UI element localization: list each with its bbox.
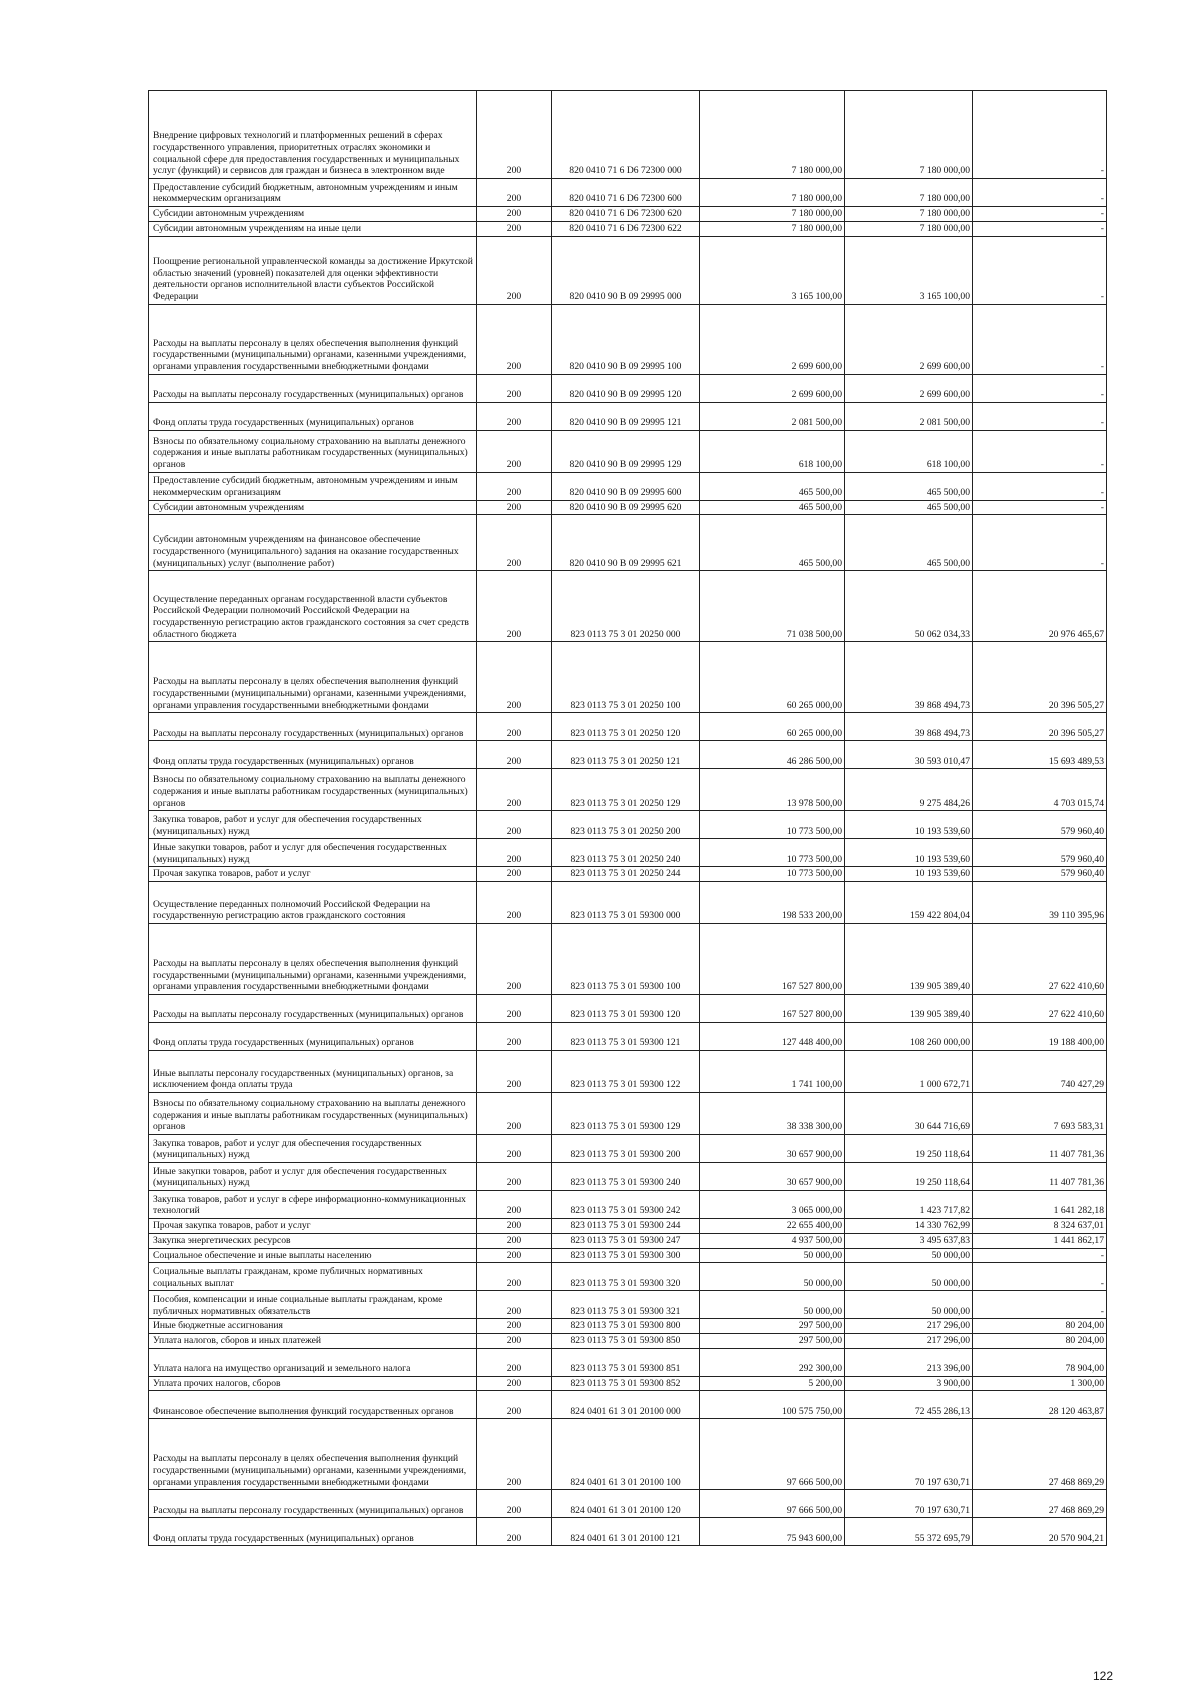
line-code-cell: 200 [477, 1518, 552, 1546]
expense-name-cell: Предоставление субсидий бюджетным, автономным учреждениям и иным некоммерческим организациям [149, 472, 477, 500]
unexecuted-amount-cell: 11 407 781,36 [973, 1163, 1107, 1191]
line-code-cell: 200 [477, 472, 552, 500]
table-row [149, 995, 1107, 1023]
budget-classification-cell: 823 0113 75 3 01 59300 121 [552, 1023, 700, 1051]
unexecuted-amount-cell: 39 110 395,96 [973, 882, 1107, 924]
approved-amount-cell: 7 180 000,00 [700, 221, 845, 236]
unexecuted-amount-cell: 1 441 862,17 [973, 1233, 1107, 1248]
expense-name-cell: Субсидии автономным учреждениям на финансовое обеспечение государственного (муниципального) задания на оказание государственных (муниципальных) услуг (выполнение работ) [149, 515, 477, 571]
executed-amount-cell: 14 330 762,99 [845, 1219, 973, 1234]
budget-classification-cell: 823 0113 75 3 01 20250 200 [552, 811, 700, 839]
unexecuted-amount-cell: - [973, 221, 1107, 236]
expense-name-cell: Прочая закупка товаров, работ и услуг [149, 1219, 477, 1234]
executed-amount-cell: 465 500,00 [845, 500, 973, 515]
budget-classification-cell: 823 0113 75 3 01 59300 240 [552, 1163, 700, 1191]
unexecuted-amount-cell: 20 570 904,21 [973, 1518, 1107, 1546]
unexecuted-amount-cell: - [973, 207, 1107, 222]
budget-classification-cell: 823 0113 75 3 01 59300 851 [552, 1348, 700, 1376]
budget-classification-cell: 823 0113 75 3 01 59300 300 [552, 1248, 700, 1263]
table-row [149, 179, 1107, 207]
line-code-cell: 200 [477, 1319, 552, 1334]
unexecuted-amount-cell: 78 904,00 [973, 1348, 1107, 1376]
table-row [149, 1348, 1107, 1376]
unexecuted-amount-cell: 27 468 869,29 [973, 1419, 1107, 1490]
executed-amount-cell: 3 900,00 [845, 1376, 973, 1391]
approved-amount-cell: 3 165 100,00 [700, 236, 845, 304]
table-row [149, 1391, 1107, 1419]
line-code-cell: 200 [477, 1191, 552, 1219]
budget-classification-cell: 824 0401 61 3 01 20100 000 [552, 1391, 700, 1419]
approved-amount-cell: 2 699 600,00 [700, 374, 845, 402]
expense-name-cell: Осуществление переданных полномочий Российской Федерации на государственную регистрацию актов гражданского состояния [149, 882, 477, 924]
unexecuted-amount-cell: 1 300,00 [973, 1376, 1107, 1391]
budget-classification-cell: 820 0410 90 B 09 29995 120 [552, 374, 700, 402]
approved-amount-cell: 7 180 000,00 [700, 179, 845, 207]
table-row [149, 642, 1107, 713]
approved-amount-cell: 292 300,00 [700, 1348, 845, 1376]
unexecuted-amount-cell: - [973, 179, 1107, 207]
line-code-cell: 200 [477, 1263, 552, 1291]
executed-amount-cell: 159 422 804,04 [845, 882, 973, 924]
executed-amount-cell: 30 644 716,69 [845, 1093, 973, 1135]
executed-amount-cell: 70 197 630,71 [845, 1419, 973, 1490]
line-code-cell: 200 [477, 207, 552, 222]
approved-amount-cell: 50 000,00 [700, 1291, 845, 1319]
expense-name-cell: Взносы по обязательному социальному страхованию на выплаты денежного содержания и иные выплаты работникам государственных (муниципальных) органов [149, 1093, 477, 1135]
executed-amount-cell: 7 180 000,00 [845, 207, 973, 222]
unexecuted-amount-cell: 27 622 410,60 [973, 995, 1107, 1023]
expense-name-cell: Субсидии автономным учреждениям на иные цели [149, 221, 477, 236]
expense-name-cell: Закупка товаров, работ и услуг для обеспечения государственных (муниципальных) нужд [149, 1135, 477, 1163]
executed-amount-cell: 72 455 286,13 [845, 1391, 973, 1419]
unexecuted-amount-cell: 579 960,40 [973, 867, 1107, 882]
table-row [149, 1376, 1107, 1391]
table-row [149, 1135, 1107, 1163]
line-code-cell: 200 [477, 1376, 552, 1391]
line-code-cell: 200 [477, 304, 552, 374]
unexecuted-amount-cell: 19 188 400,00 [973, 1023, 1107, 1051]
line-code-cell: 200 [477, 1391, 552, 1419]
approved-amount-cell: 465 500,00 [700, 472, 845, 500]
budget-classification-cell: 823 0113 75 3 01 59300 852 [552, 1376, 700, 1391]
expense-name-cell: Расходы на выплаты персоналу в целях обеспечения выполнения функций государственными (муниципальными) органами, казенными учреждениями, органами управления государственными внебюджетными фондами [149, 1419, 477, 1490]
table-row [149, 741, 1107, 769]
budget-classification-cell: 823 0113 75 3 01 20250 100 [552, 642, 700, 713]
budget-classification-cell: 823 0113 75 3 01 20250 244 [552, 867, 700, 882]
executed-amount-cell: 465 500,00 [845, 515, 973, 571]
budget-classification-cell: 823 0113 75 3 01 59300 800 [552, 1319, 700, 1334]
page-number: 122 [1093, 1669, 1114, 1683]
line-code-cell: 200 [477, 221, 552, 236]
expense-name-cell: Взносы по обязательному социальному страхованию на выплаты денежного содержания и иные выплаты работникам государственных (муниципальных) органов [149, 430, 477, 472]
executed-amount-cell: 39 868 494,73 [845, 642, 973, 713]
budget-classification-cell: 823 0113 75 3 01 59300 321 [552, 1291, 700, 1319]
table-row [149, 571, 1107, 642]
approved-amount-cell: 97 666 500,00 [700, 1490, 845, 1518]
budget-classification-cell: 823 0113 75 3 01 59300 129 [552, 1093, 700, 1135]
table-row [149, 1093, 1107, 1135]
unexecuted-amount-cell: 579 960,40 [973, 839, 1107, 867]
approved-amount-cell: 10 773 500,00 [700, 867, 845, 882]
budget-classification-cell: 823 0113 75 3 01 20250 240 [552, 839, 700, 867]
expense-name-cell: Уплата прочих налогов, сборов [149, 1376, 477, 1391]
table-row [149, 1191, 1107, 1219]
expense-name-cell: Взносы по обязательному социальному страхованию на выплаты денежного содержания и иные выплаты работникам государственных (муниципальных) органов [149, 769, 477, 811]
approved-amount-cell: 46 286 500,00 [700, 741, 845, 769]
budget-classification-cell: 823 0113 75 3 01 20250 120 [552, 713, 700, 741]
executed-amount-cell: 139 905 389,40 [845, 995, 973, 1023]
budget-classification-cell: 820 0410 71 6 D6 72300 620 [552, 207, 700, 222]
table-row [149, 1023, 1107, 1051]
unexecuted-amount-cell: 579 960,40 [973, 811, 1107, 839]
budget-classification-cell: 823 0113 75 3 01 59300 247 [552, 1233, 700, 1248]
table-row [149, 882, 1107, 924]
executed-amount-cell: 10 193 539,60 [845, 867, 973, 882]
executed-amount-cell: 9 275 484,26 [845, 769, 973, 811]
table-row [149, 1163, 1107, 1191]
table-row [149, 1319, 1107, 1334]
table-row [149, 1419, 1107, 1490]
expense-name-cell: Субсидии автономным учреждениям [149, 500, 477, 515]
expense-name-cell: Закупка товаров, работ и услуг для обеспечения государственных (муниципальных) нужд [149, 811, 477, 839]
table-row [149, 839, 1107, 867]
line-code-cell: 200 [477, 1419, 552, 1490]
table-row [149, 91, 1107, 179]
unexecuted-amount-cell: 8 324 637,01 [973, 1219, 1107, 1234]
line-code-cell: 200 [477, 1291, 552, 1319]
expense-name-cell: Расходы на выплаты персоналу государственных (муниципальных) органов [149, 1490, 477, 1518]
expense-name-cell: Внедрение цифровых технологий и платформенных решений в сферах государственного управления, приоритетных отраслях экономики и социальной сфере для предоставления государственных и муниципальных услуг (функций) и сервисов для граждан и бизнеса в электронном виде [149, 91, 477, 179]
approved-amount-cell: 3 065 000,00 [700, 1191, 845, 1219]
budget-classification-cell: 823 0113 75 3 01 59300 242 [552, 1191, 700, 1219]
expense-name-cell: Расходы на выплаты персоналу в целях обеспечения выполнения функций государственными (муниципальными) органами, казенными учреждениями, органами управления государственными внебюджетными фондами [149, 642, 477, 713]
executed-amount-cell: 618 100,00 [845, 430, 973, 472]
line-code-cell: 200 [477, 1219, 552, 1234]
unexecuted-amount-cell: - [973, 472, 1107, 500]
executed-amount-cell: 139 905 389,40 [845, 924, 973, 995]
approved-amount-cell: 10 773 500,00 [700, 839, 845, 867]
unexecuted-amount-cell: - [973, 402, 1107, 430]
unexecuted-amount-cell: - [973, 1248, 1107, 1263]
expense-name-cell: Социальные выплаты гражданам, кроме публичных нормативных социальных выплат [149, 1263, 477, 1291]
expense-name-cell: Расходы на выплаты персоналу в целях обеспечения выполнения функций государственными (муниципальными) органами, казенными учреждениями, органами управления государственными внебюджетными фондами [149, 304, 477, 374]
line-code-cell: 200 [477, 430, 552, 472]
approved-amount-cell: 4 937 500,00 [700, 1233, 845, 1248]
table-row [149, 304, 1107, 374]
executed-amount-cell: 1 000 672,71 [845, 1051, 973, 1093]
approved-amount-cell: 13 978 500,00 [700, 769, 845, 811]
budget-classification-cell: 820 0410 90 B 09 29995 621 [552, 515, 700, 571]
line-code-cell: 200 [477, 515, 552, 571]
budget-classification-cell: 820 0410 90 B 09 29995 121 [552, 402, 700, 430]
expense-name-cell: Иные закупки товаров, работ и услуг для обеспечения государственных (муниципальных) нужд [149, 839, 477, 867]
expense-name-cell: Расходы на выплаты персоналу государственных (муниципальных) органов [149, 374, 477, 402]
line-code-cell: 200 [477, 1163, 552, 1191]
expense-name-cell: Социальное обеспечение и иные выплаты населению [149, 1248, 477, 1263]
approved-amount-cell: 167 527 800,00 [700, 924, 845, 995]
table-row [149, 1248, 1107, 1263]
budget-classification-cell: 823 0113 75 3 01 59300 122 [552, 1051, 700, 1093]
line-code-cell: 200 [477, 995, 552, 1023]
line-code-cell: 200 [477, 882, 552, 924]
unexecuted-amount-cell: 11 407 781,36 [973, 1135, 1107, 1163]
budget-classification-cell: 823 0113 75 3 01 20250 000 [552, 571, 700, 642]
line-code-cell: 200 [477, 713, 552, 741]
table-row [149, 1518, 1107, 1546]
approved-amount-cell: 2 081 500,00 [700, 402, 845, 430]
budget-classification-cell: 820 0410 71 6 D6 72300 000 [552, 91, 700, 179]
budget-classification-cell: 823 0113 75 3 01 59300 850 [552, 1333, 700, 1348]
table-row [149, 1333, 1107, 1348]
unexecuted-amount-cell: - [973, 304, 1107, 374]
approved-amount-cell: 7 180 000,00 [700, 207, 845, 222]
budget-table-body [149, 91, 1107, 1546]
budget-classification-cell: 820 0410 90 B 09 29995 600 [552, 472, 700, 500]
budget-table [148, 90, 1107, 1546]
executed-amount-cell: 50 000,00 [845, 1248, 973, 1263]
budget-classification-cell: 823 0113 75 3 01 59300 320 [552, 1263, 700, 1291]
approved-amount-cell: 127 448 400,00 [700, 1023, 845, 1051]
executed-amount-cell: 1 423 717,82 [845, 1191, 973, 1219]
approved-amount-cell: 71 038 500,00 [700, 571, 845, 642]
executed-amount-cell: 39 868 494,73 [845, 713, 973, 741]
budget-classification-cell: 823 0113 75 3 01 20250 121 [552, 741, 700, 769]
approved-amount-cell: 297 500,00 [700, 1333, 845, 1348]
approved-amount-cell: 10 773 500,00 [700, 811, 845, 839]
expense-name-cell: Расходы на выплаты персоналу государственных (муниципальных) органов [149, 995, 477, 1023]
table-row [149, 1219, 1107, 1234]
executed-amount-cell: 3 495 637,83 [845, 1233, 973, 1248]
line-code-cell: 200 [477, 769, 552, 811]
line-code-cell: 200 [477, 1093, 552, 1135]
executed-amount-cell: 465 500,00 [845, 472, 973, 500]
executed-amount-cell: 108 260 000,00 [845, 1023, 973, 1051]
approved-amount-cell: 50 000,00 [700, 1248, 845, 1263]
unexecuted-amount-cell: 7 693 583,31 [973, 1093, 1107, 1135]
approved-amount-cell: 2 699 600,00 [700, 304, 845, 374]
unexecuted-amount-cell: 28 120 463,87 [973, 1391, 1107, 1419]
approved-amount-cell: 297 500,00 [700, 1319, 845, 1334]
executed-amount-cell: 7 180 000,00 [845, 179, 973, 207]
budget-classification-cell: 820 0410 90 B 09 29995 100 [552, 304, 700, 374]
unexecuted-amount-cell: 20 396 505,27 [973, 642, 1107, 713]
expense-name-cell: Фонд оплаты труда государственных (муниципальных) органов [149, 741, 477, 769]
executed-amount-cell: 50 000,00 [845, 1291, 973, 1319]
executed-amount-cell: 19 250 118,64 [845, 1135, 973, 1163]
executed-amount-cell: 2 699 600,00 [845, 374, 973, 402]
executed-amount-cell: 3 165 100,00 [845, 236, 973, 304]
expense-name-cell: Осуществление переданных органам государственной власти субъектов Российской Федерации полномочий Российской Федерации на государственную регистрацию актов гражданского состояния за счет средств областного бюджета [149, 571, 477, 642]
approved-amount-cell: 75 943 600,00 [700, 1518, 845, 1546]
expense-name-cell: Иные закупки товаров, работ и услуг для обеспечения государственных (муниципальных) нужд [149, 1163, 477, 1191]
line-code-cell: 200 [477, 402, 552, 430]
line-code-cell: 200 [477, 1051, 552, 1093]
line-code-cell: 200 [477, 811, 552, 839]
line-code-cell: 200 [477, 1248, 552, 1263]
approved-amount-cell: 50 000,00 [700, 1263, 845, 1291]
line-code-cell: 200 [477, 500, 552, 515]
table-row [149, 1291, 1107, 1319]
approved-amount-cell: 100 575 750,00 [700, 1391, 845, 1419]
line-code-cell: 200 [477, 924, 552, 995]
executed-amount-cell: 70 197 630,71 [845, 1490, 973, 1518]
unexecuted-amount-cell: - [973, 374, 1107, 402]
line-code-cell: 200 [477, 1233, 552, 1248]
table-row [149, 500, 1107, 515]
line-code-cell: 200 [477, 839, 552, 867]
budget-classification-cell: 820 0410 90 B 09 29995 129 [552, 430, 700, 472]
table-row [149, 1233, 1107, 1248]
executed-amount-cell: 7 180 000,00 [845, 91, 973, 179]
executed-amount-cell: 10 193 539,60 [845, 811, 973, 839]
expense-name-cell: Финансовое обеспечение выполнения функций государственных органов [149, 1391, 477, 1419]
table-row [149, 811, 1107, 839]
table-row [149, 713, 1107, 741]
unexecuted-amount-cell: 27 468 869,29 [973, 1490, 1107, 1518]
line-code-cell: 200 [477, 867, 552, 882]
executed-amount-cell: 50 062 034,33 [845, 571, 973, 642]
executed-amount-cell: 2 081 500,00 [845, 402, 973, 430]
line-code-cell: 200 [477, 1490, 552, 1518]
budget-classification-cell: 824 0401 61 3 01 20100 120 [552, 1490, 700, 1518]
table-row [149, 207, 1107, 222]
approved-amount-cell: 167 527 800,00 [700, 995, 845, 1023]
expense-name-cell: Фонд оплаты труда государственных (муниципальных) органов [149, 402, 477, 430]
unexecuted-amount-cell: 740 427,29 [973, 1051, 1107, 1093]
expense-name-cell: Фонд оплаты труда государственных (муниципальных) органов [149, 1023, 477, 1051]
line-code-cell: 200 [477, 179, 552, 207]
budget-classification-cell: 820 0410 90 B 09 29995 620 [552, 500, 700, 515]
executed-amount-cell: 2 699 600,00 [845, 304, 973, 374]
budget-classification-cell: 823 0113 75 3 01 59300 100 [552, 924, 700, 995]
expense-name-cell: Расходы на выплаты персоналу в целях обеспечения выполнения функций государственными (муниципальными) органами, казенными учреждениями, органами управления государственными внебюджетными фондами [149, 924, 477, 995]
line-code-cell: 200 [477, 741, 552, 769]
unexecuted-amount-cell: 1 641 282,18 [973, 1191, 1107, 1219]
approved-amount-cell: 22 655 400,00 [700, 1219, 845, 1234]
executed-amount-cell: 7 180 000,00 [845, 221, 973, 236]
line-code-cell: 200 [477, 642, 552, 713]
table-row [149, 1051, 1107, 1093]
line-code-cell: 200 [477, 236, 552, 304]
unexecuted-amount-cell: - [973, 236, 1107, 304]
table-row [149, 924, 1107, 995]
expense-name-cell: Субсидии автономным учреждениям [149, 207, 477, 222]
expense-name-cell: Предоставление субсидий бюджетным, автономным учреждениям и иным некоммерческим организациям [149, 179, 477, 207]
budget-classification-cell: 820 0410 71 6 D6 72300 600 [552, 179, 700, 207]
table-row [149, 1490, 1107, 1518]
expense-name-cell: Расходы на выплаты персоналу государственных (муниципальных) органов [149, 713, 477, 741]
table-row [149, 221, 1107, 236]
table-row [149, 402, 1107, 430]
line-code-cell: 200 [477, 1333, 552, 1348]
approved-amount-cell: 7 180 000,00 [700, 91, 845, 179]
unexecuted-amount-cell: - [973, 500, 1107, 515]
approved-amount-cell: 30 657 900,00 [700, 1135, 845, 1163]
unexecuted-amount-cell: 4 703 015,74 [973, 769, 1107, 811]
executed-amount-cell: 213 396,00 [845, 1348, 973, 1376]
approved-amount-cell: 198 533 200,00 [700, 882, 845, 924]
table-row [149, 867, 1107, 882]
expense-name-cell: Уплата налога на имущество организаций и земельного налога [149, 1348, 477, 1376]
line-code-cell: 200 [477, 1135, 552, 1163]
budget-classification-cell: 823 0113 75 3 01 59300 200 [552, 1135, 700, 1163]
budget-classification-cell: 823 0113 75 3 01 20250 129 [552, 769, 700, 811]
table-row [149, 515, 1107, 571]
unexecuted-amount-cell: 20 396 505,27 [973, 713, 1107, 741]
approved-amount-cell: 1 741 100,00 [700, 1051, 845, 1093]
budget-classification-cell: 820 0410 90 B 09 29995 000 [552, 236, 700, 304]
budget-classification-cell: 823 0113 75 3 01 59300 244 [552, 1219, 700, 1234]
table-row [149, 472, 1107, 500]
expense-name-cell: Пособия, компенсации и иные социальные выплаты гражданам, кроме публичных нормативных обязательств [149, 1291, 477, 1319]
executed-amount-cell: 217 296,00 [845, 1319, 973, 1334]
line-code-cell: 200 [477, 1023, 552, 1051]
expense-name-cell: Иные выплаты персоналу государственных (муниципальных) органов, за исключением фонда оплаты труда [149, 1051, 477, 1093]
expense-name-cell: Иные бюджетные ассигнования [149, 1319, 477, 1334]
executed-amount-cell: 10 193 539,60 [845, 839, 973, 867]
expense-name-cell: Закупка товаров, работ и услуг в сфере информационно-коммуникационных технологий [149, 1191, 477, 1219]
executed-amount-cell: 55 372 695,79 [845, 1518, 973, 1546]
budget-classification-cell: 820 0410 71 6 D6 72300 622 [552, 221, 700, 236]
expense-name-cell: Поощрение региональной управленческой команды за достижение Иркутской областью значений (уровней) показателей для оценки эффективности деятельности органов исполнительной власти субъектов Российской Федерации [149, 236, 477, 304]
executed-amount-cell: 19 250 118,64 [845, 1163, 973, 1191]
approved-amount-cell: 465 500,00 [700, 500, 845, 515]
table-row [149, 1263, 1107, 1291]
line-code-cell: 200 [477, 571, 552, 642]
budget-classification-cell: 824 0401 61 3 01 20100 100 [552, 1419, 700, 1490]
table-row [149, 430, 1107, 472]
approved-amount-cell: 38 338 300,00 [700, 1093, 845, 1135]
executed-amount-cell: 50 000,00 [845, 1263, 973, 1291]
expense-name-cell: Уплата налогов, сборов и иных платежей [149, 1333, 477, 1348]
table-row [149, 236, 1107, 304]
unexecuted-amount-cell: 20 976 465,67 [973, 571, 1107, 642]
unexecuted-amount-cell: 15 693 489,53 [973, 741, 1107, 769]
approved-amount-cell: 60 265 000,00 [700, 713, 845, 741]
table-row [149, 769, 1107, 811]
expense-name-cell: Фонд оплаты труда государственных (муниципальных) органов [149, 1518, 477, 1546]
unexecuted-amount-cell: - [973, 1291, 1107, 1319]
unexecuted-amount-cell: - [973, 1263, 1107, 1291]
approved-amount-cell: 60 265 000,00 [700, 642, 845, 713]
unexecuted-amount-cell: 27 622 410,60 [973, 924, 1107, 995]
approved-amount-cell: 97 666 500,00 [700, 1419, 845, 1490]
approved-amount-cell: 465 500,00 [700, 515, 845, 571]
expense-name-cell: Закупка энергетических ресурсов [149, 1233, 477, 1248]
unexecuted-amount-cell: - [973, 91, 1107, 179]
unexecuted-amount-cell: 80 204,00 [973, 1333, 1107, 1348]
table-row [149, 374, 1107, 402]
budget-classification-cell: 823 0113 75 3 01 59300 120 [552, 995, 700, 1023]
line-code-cell: 200 [477, 1348, 552, 1376]
line-code-cell: 200 [477, 91, 552, 179]
line-code-cell: 200 [477, 374, 552, 402]
budget-classification-cell: 824 0401 61 3 01 20100 121 [552, 1518, 700, 1546]
approved-amount-cell: 5 200,00 [700, 1376, 845, 1391]
approved-amount-cell: 30 657 900,00 [700, 1163, 845, 1191]
unexecuted-amount-cell: - [973, 515, 1107, 571]
unexecuted-amount-cell: 80 204,00 [973, 1319, 1107, 1334]
executed-amount-cell: 217 296,00 [845, 1333, 973, 1348]
unexecuted-amount-cell: - [973, 430, 1107, 472]
budget-classification-cell: 823 0113 75 3 01 59300 000 [552, 882, 700, 924]
approved-amount-cell: 618 100,00 [700, 430, 845, 472]
expense-name-cell: Прочая закупка товаров, работ и услуг [149, 867, 477, 882]
executed-amount-cell: 30 593 010,47 [845, 741, 973, 769]
